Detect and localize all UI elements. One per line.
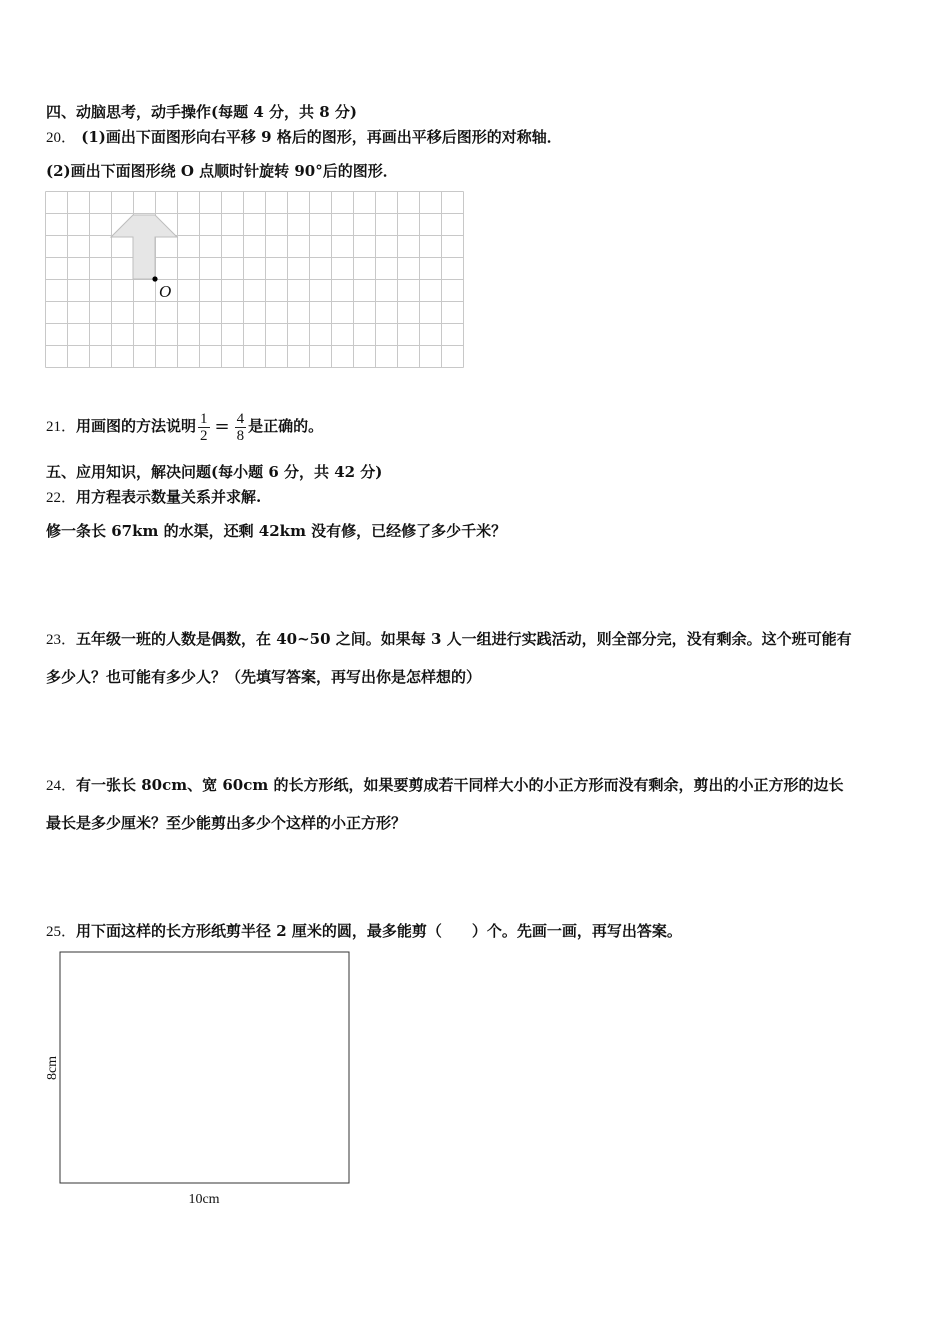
q24-number: 24．	[46, 778, 77, 794]
q20-part1-text: (1)画出下面图形向右平移 9 格后的图形，再画出平移后图形的对称轴．	[81, 128, 562, 146]
point-o	[152, 276, 157, 281]
width-label: 10cm	[188, 1192, 220, 1207]
q22-text: 用方程表示数量关系并求解.	[76, 488, 262, 506]
q24-line2: 最长是多少厘米？至少能剪出多少个这样的小正方形？	[46, 814, 407, 832]
section4-heading: 四、动脑思考，动手操作(每题 4 分，共 8 分)	[46, 103, 357, 121]
q24-line1	[46, 775, 843, 796]
q23-text1: 五年级一班的人数是偶数，在 40~50 之间。如果每 3 人一组进行实践活动，则全部分完，没有剩余。这个班可能有	[76, 630, 852, 648]
fraction-four-eighths: $\frac{4}{8}$	[236, 410, 245, 444]
q23-line1	[46, 629, 852, 650]
q20-number: 20．	[46, 130, 77, 146]
fraction-one-half: $\frac{1}{2}$	[200, 410, 208, 444]
q25-number: 25．	[46, 924, 77, 940]
q21-prefix: 用画图的方法说明	[76, 417, 197, 435]
q25-line	[46, 921, 682, 942]
q20-grid-figure	[45, 191, 465, 370]
q22-line	[46, 487, 261, 508]
section5-heading: 五、应用知识，解决问题(每小题 6 分，共 42 分)	[46, 463, 383, 481]
q21-line	[46, 405, 323, 448]
q21-number: 21．	[46, 419, 77, 435]
arrow-shape	[111, 215, 177, 279]
height-label: 8cm	[45, 1055, 60, 1081]
q20-part1	[46, 127, 562, 148]
grid-lines	[46, 192, 464, 368]
q23-line2: 多少人？也可能有多少人？（先填写答案，再写出你是怎样想的）	[46, 668, 482, 686]
point-o-label: O	[159, 282, 172, 301]
q24-text1: 有一张长 80cm、宽 60cm 的长方形纸，如果要剪成若干同样大小的小正方形而没有剩余，剪出的小正方形的边长	[76, 776, 844, 794]
q21-suffix: 是正确的。	[248, 417, 324, 435]
equals-sign: =	[214, 416, 230, 437]
q25-rectangle-figure	[40, 948, 360, 1212]
q22-problem: 修一条长 67km 的水渠，还剩 42km 没有修，已经修了多少千米？	[46, 522, 507, 540]
q22-number: 22．	[46, 490, 77, 506]
paper-rectangle	[60, 952, 349, 1183]
q25-text: 用下面这样的长方形纸剪半径 2 厘米的圆，最多能剪（ ）个。先画一画，再写出答案。	[76, 922, 682, 940]
q20-part2: (2)画出下面图形绕 O 点顺时针旋转 90°后的图形．	[46, 162, 398, 180]
q23-number: 23．	[46, 632, 77, 648]
